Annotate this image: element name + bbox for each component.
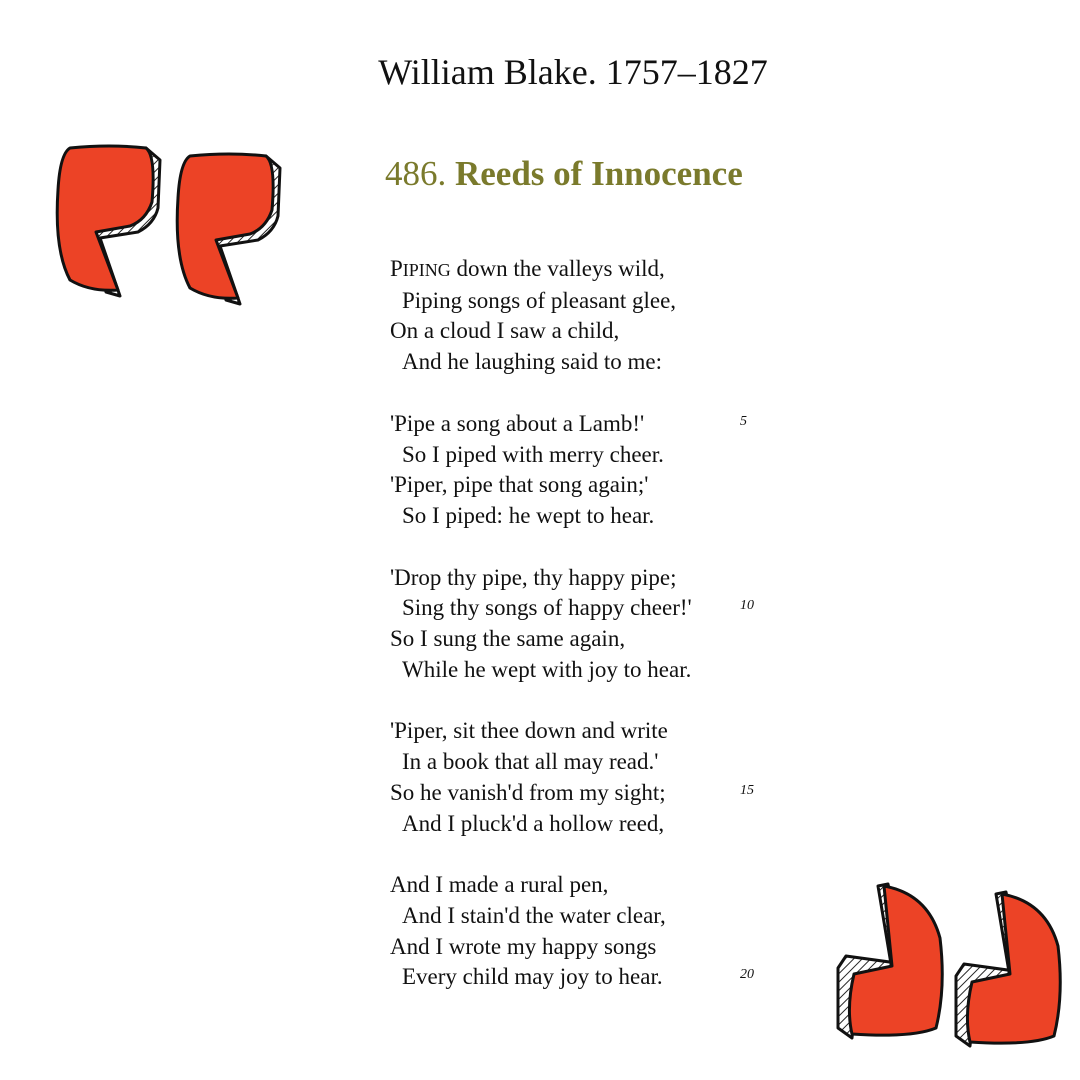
poem-line-3: On a cloud I saw a child, <box>390 318 620 344</box>
poem-line-19: And I wrote my happy songs <box>390 933 657 959</box>
poem-body <box>390 254 770 1024</box>
poem-line-2: Piping songs of pleasant glee, <box>402 287 677 313</box>
poem-line-6: So I piped with merry cheer. <box>402 441 664 467</box>
stanza-4 <box>390 716 770 839</box>
stanza-5 <box>390 870 770 993</box>
line-text: Every child may joy to hear. <box>402 964 663 990</box>
poem-line-4: And he laughing said to me: <box>402 349 662 375</box>
poem-line-16: And I pluck'd a hollow reed, <box>402 810 665 836</box>
line-number: 20 <box>740 967 754 983</box>
poem-line-18: And I stain'd the water clear, <box>402 902 666 928</box>
line-number: 15 <box>740 782 754 798</box>
author-heading: William Blake. 1757–1827 <box>378 52 768 92</box>
open-quote-left <box>57 146 160 296</box>
open-quote-right <box>177 154 280 304</box>
small-caps-rest: IPING <box>402 260 451 280</box>
close-quote-left <box>838 884 942 1038</box>
poem-line-9: 'Drop thy pipe, thy happy pipe; <box>390 564 677 590</box>
poem-title <box>385 152 743 196</box>
poem-number: 486. <box>385 154 447 193</box>
poem-line-13: 'Piper, sit thee down and write <box>390 718 668 744</box>
line-text: 'Pipe a song about a Lamb!' <box>390 410 645 436</box>
poem-line-7: 'Piper, pipe that song again;' <box>390 472 649 498</box>
line-number: 10 <box>740 598 754 614</box>
small-caps-initial: P <box>390 256 403 281</box>
line-1-rest: down the valleys wild, <box>450 256 665 281</box>
open-quote-marks-icon <box>50 140 290 315</box>
poem-line-8: So I piped: he wept to hear. <box>402 502 655 528</box>
poem-line-5 <box>390 409 770 440</box>
line-number: 5 <box>740 413 747 429</box>
poem-line-17: And I made a rural pen, <box>390 872 609 898</box>
line-text: Sing thy songs of happy cheer!' <box>402 595 692 621</box>
line-text: So he vanish'd from my sight; <box>390 779 666 805</box>
poem-line-11: So I sung the same again, <box>390 626 626 652</box>
close-quote-right <box>956 892 1060 1046</box>
poem-line-15 <box>390 778 770 809</box>
stanza-3 <box>390 563 770 686</box>
poem-name: Reeds of Innocence <box>455 154 743 193</box>
close-quote-marks-icon <box>832 878 1072 1053</box>
poem-line-12: While he wept with joy to hear. <box>402 656 692 682</box>
poem-line-1 <box>390 254 770 286</box>
poem-line-14: In a book that all may read.' <box>402 749 659 775</box>
poem-line-10 <box>390 593 770 624</box>
stanza-1 <box>390 254 770 378</box>
poem-line-20 <box>390 962 770 993</box>
stanza-2 <box>390 409 770 532</box>
